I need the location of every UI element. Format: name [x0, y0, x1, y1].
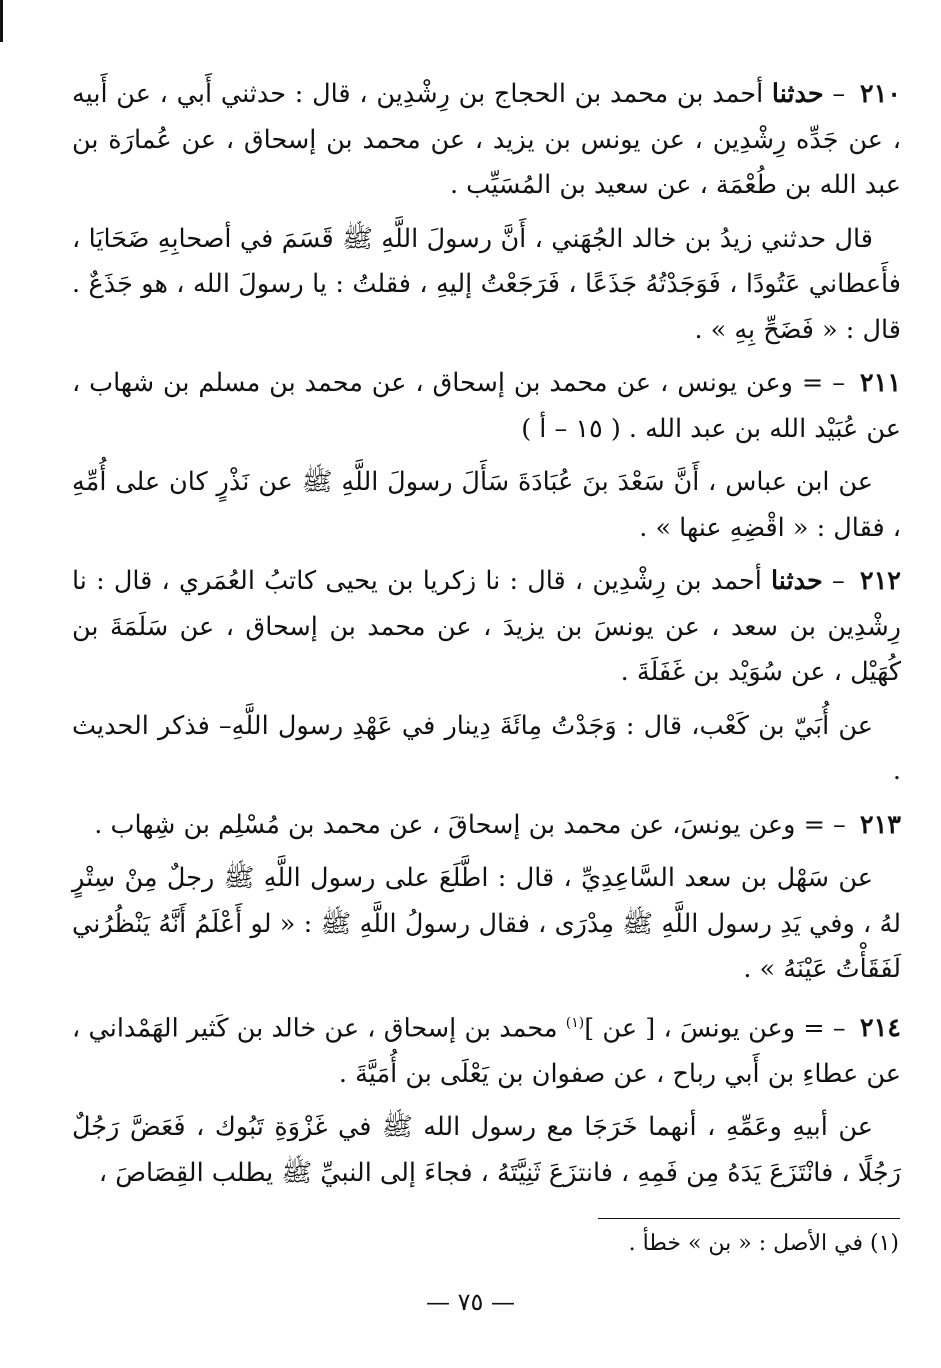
footnote-ref: (١): [565, 1014, 585, 1031]
hadith-213-matn: [72, 856, 901, 993]
hadith-dash: – =: [795, 1013, 854, 1043]
hadith-211-isnad: [72, 361, 901, 452]
hadith-212-isnad: [72, 559, 901, 696]
hadith-212-matn: [72, 704, 901, 795]
margin-rule: [0, 0, 3, 42]
hadith-214-matn: [72, 1105, 901, 1196]
matn-text: عن أُبَيّ بن كَعْب، قال : وَجَدْتُ مِائَةَ دِينار في عَهْدِ رسول اللَّهِ– فذكر الحديث .: [72, 710, 901, 786]
hadith-number: ٢١١: [859, 368, 902, 398]
isnad-text: وعن يونس ، عن محمد بن إسحاق ، عن محمد بن مسلم بن شهاب ، عن عُبَيْد الله بن عبد الله . ( ١٥ – أ ): [72, 368, 901, 444]
hadith-dash: – =: [793, 368, 854, 398]
hadith-keyword: حدثنا: [771, 566, 823, 596]
isnad-text: وعن يونسَ ، [ عن ]: [584, 1013, 796, 1043]
hadith-211-matn: [72, 460, 901, 551]
hadith-dash: –: [823, 79, 854, 109]
isnad-text: أحمد بن رِشْدِين ، قال : نا زكريا بن يحيى كاتبُ العُمَري ، قال : نا رِشْدِين بن سعد ، عن يونسَ بن يزيدَ ، عن محمد بن إسحاق ، عن سَلَمَةَ بن كُهَيْل ، عن سُوَيْد بن غَفَلَةَ .: [72, 566, 901, 687]
hadith-number: ٢١٣: [859, 809, 901, 840]
hadith-dash: – =: [795, 809, 854, 840]
matn-text: قال حدثني زيدُ بن خالد الجُهَني ، أَنَّ رسولَ اللَّهِ ﷺ قَسَمَ في أصحابِهِ ضَحَايَا ، فأَعطاني عَتُودًا ، فَوَجَدْتُهُ جَذَعًا ، فَرَجَعْتُ إليهِ ، فقلتُ : يا رسولَ الله ، هو جَذَعٌ . قال : « فَضَحِّ بِهِ » .: [72, 223, 901, 345]
hadith-dash: –: [822, 566, 854, 596]
isnad-text: وعن يونسَ، عن محمد بن إسحاقَ ، عن محمد بن مُسْلِم بن شِهاب .: [94, 809, 796, 840]
footnote-divider: [598, 1218, 900, 1219]
hadith-number: ٢١٠: [859, 79, 901, 109]
matn-text: عن أبيهِ وعَمِّهِ ، أنهما خَرَجَا مع رسول الله ﷺ في غَزْوَةِ تَبُوك ، فَعَضَّ رَجُلٌ رَجُلًا ، فانْتَزَعَ يَدَهُ مِن فَمِهِ ، فانتزَعَ ثَنِيَّتَهُ ، فجاءَ إلى النبيِّ ﷺ يطلب القِصَاصَ ،: [72, 1112, 901, 1188]
hadith-213-isnad: [72, 803, 901, 849]
hadith-210-isnad: [72, 72, 901, 209]
hadith-body: [72, 72, 901, 1204]
page-number: — ٧٥ —: [425, 1288, 516, 1316]
hadith-keyword: حدثنا: [771, 79, 824, 109]
hadith-214-isnad: [72, 1001, 901, 1098]
isnad-text: أحمد بن محمد بن الحجاج بن رِشْدِين ، قال : حدثني أَبي ، عن أَبيه ، عن جَدِّه رِشْدِين ، عن يونس بن يزيد ، عن محمد بن إسحاق ، عن عُمارَة بن عبد الله بن طُعْمَة ، عن سعيد بن المُسَيِّب .: [72, 79, 901, 200]
hadith-number: ٢١٤: [859, 1013, 901, 1043]
hadith-210-matn: [72, 217, 901, 354]
matn-text: عن ابن عباس ، أَنَّ سَعْدَ بنَ عُبَادَةَ سَأَلَ رسولَ اللَّهِ ﷺ عن نَذْرٍ كان على أُمِّهِ ، فقال : « اقْضِهِ عنها » .: [72, 467, 901, 543]
hadith-number: ٢١٢: [859, 566, 901, 596]
isnad-text: محمد بن إسحاق ، عن خالد بن كَثير الهَمْداني ، عن عطاءِ بن أَبي رباح ، عن صفوان بن يَعْلَى بن أُمَيَّةَ .: [72, 1013, 901, 1089]
matn-text: عن سَهْل بن سعد السَّاعِدِيِّ ، قال : اطَّلَعَ على رسول اللَّهِ ﷺ رجلٌ مِنْ سِتْرٍ لهُ ، وفي يَدِ رسول اللَّهِ ﷺ مِدْرَى ، فقال رسولُ اللَّهِ ﷺ : « لو أَعْلَمُ أَنَّهُ يَنْظُرُني لَفَقَأْتُ عَيْنَهُ » .: [72, 863, 901, 984]
footnote: (١) في الأصل : « بن » خطأ .: [628, 1231, 899, 1256]
